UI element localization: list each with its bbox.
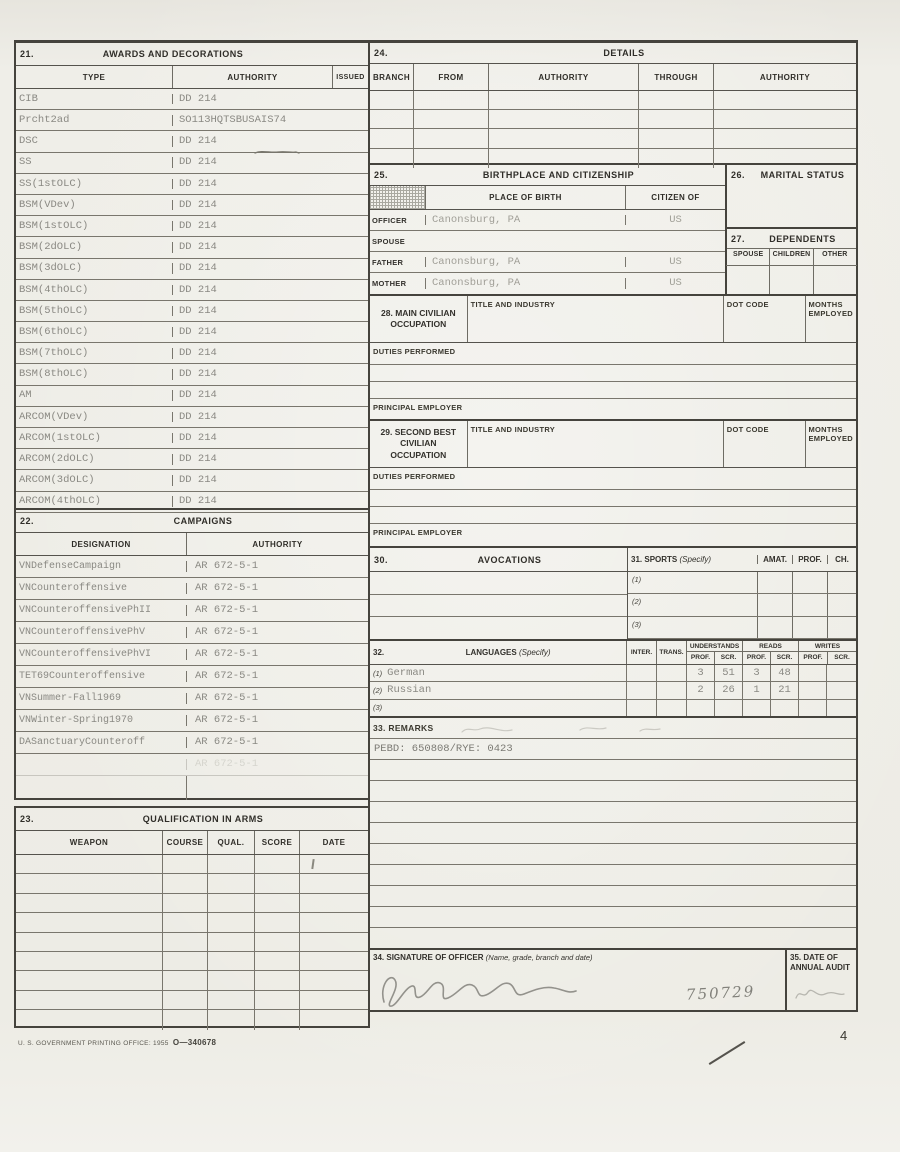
details-col-authority: AUTHORITY [488, 64, 638, 90]
main-occ-employer: PRINCIPAL EMPLOYER [373, 403, 463, 412]
details-row [370, 110, 856, 129]
campaign-row [16, 666, 368, 688]
birthplace-section-number: 25. [374, 170, 389, 180]
qualification-column-headers [16, 830, 368, 855]
qualification-section-number: 23. [20, 814, 35, 824]
qual-row [16, 1010, 368, 1029]
gpo-footer-code: O—340678 [172, 1038, 217, 1047]
main-occ-duties: DUTIES PERFORMED [370, 343, 856, 365]
birthplace-label: MOTHER [372, 279, 407, 288]
award-row [16, 364, 368, 385]
details-section-number: 24. [374, 48, 389, 58]
award-authority: DD 214 [172, 475, 332, 486]
second-occ-employer: PRINCIPAL EMPLOYER [373, 528, 463, 537]
birthplace-label: FATHER [372, 257, 404, 267]
award-type: BSM(1stOLC) [19, 219, 89, 232]
details-column-headers [370, 63, 856, 91]
hatch-box [370, 186, 425, 209]
award-type: ARCOM(4thOLC) [19, 495, 101, 508]
campaign-authority: AR 672-5-1 [186, 737, 368, 748]
section-signature-block [368, 950, 858, 1012]
campaigns-section-number: 22. [20, 516, 35, 526]
remarks-line [370, 844, 856, 865]
officer-qualification-form [14, 35, 858, 1035]
award-type: ARCOM(3dOLC) [19, 474, 95, 487]
language-row-german: (1) German 3 51 3 48 [370, 665, 856, 682]
sports-col-prof: PROF. [792, 555, 827, 564]
campaign-row [16, 644, 368, 666]
campaign-designation: VNSummer-Fall1969 [19, 692, 122, 704]
section-remarks [368, 718, 858, 950]
second-occ-title-industry: TITLE AND INDUSTRY [468, 421, 724, 467]
second-occupation-label: 29. SECOND BEST CIVILIAN OCCUPATION [370, 421, 468, 467]
second-occ-duties: DUTIES PERFORMED [370, 468, 856, 490]
remarks-header-line: 33. REMARKS [370, 718, 856, 739]
qual-col-date: DATE [299, 831, 368, 854]
details-row [370, 91, 856, 110]
section-signature [370, 950, 787, 1010]
remarks-line [370, 823, 856, 844]
award-authority: DD 214 [172, 496, 332, 507]
award-type: CIB [19, 92, 38, 105]
lang-understands-prof: 2 [686, 682, 714, 698]
campaign-designation: VNCounteroffensivePhVI [19, 648, 152, 660]
qual-row [16, 874, 368, 893]
campaign-designation: VNCounteroffensive [19, 582, 128, 594]
sports-col-amat: AMAT. [757, 555, 792, 564]
campaign-authority: AR 672-5-1 [186, 561, 368, 572]
award-authority: DD 214 [172, 136, 332, 147]
awards-section-number: 21. [20, 49, 35, 59]
dependents-section-number: 27. [731, 233, 746, 244]
language-row-blank: (3) [370, 700, 856, 716]
award-authority: DD 214 [172, 179, 332, 190]
remarks-line [370, 907, 856, 928]
qualification-header [16, 808, 368, 830]
languages-col-understands: UNDERSTANDS PROF. SCR. [686, 641, 742, 664]
remarks-line [370, 739, 856, 760]
lang-reads-scr: 21 [770, 682, 798, 698]
blank-line [370, 572, 627, 595]
campaign-authority: AR 672-5-1 [186, 693, 368, 704]
section-sports [628, 548, 856, 639]
section-avocations [370, 548, 628, 639]
remarks-line [370, 928, 856, 948]
award-type: ARCOM(VDev) [19, 410, 89, 423]
avocations-header [370, 548, 627, 572]
award-row [16, 386, 368, 407]
campaign-row [16, 688, 368, 710]
campaign-designation: DASanctuaryCounteroff [19, 736, 146, 748]
award-type: BSM(3dOLC) [19, 262, 83, 275]
campaign-authority: AR 672-5-1 [186, 583, 368, 594]
award-type: BSM(6thOLC) [19, 325, 89, 338]
marital-header [727, 165, 856, 185]
officer-signature [376, 968, 626, 1008]
campaign-row [16, 556, 368, 578]
pen-mark-dash [254, 149, 300, 155]
sports-row-number: (3) [632, 619, 642, 629]
award-authority: DD 214 [172, 348, 332, 359]
award-row [16, 259, 368, 280]
award-type: AM [19, 389, 32, 402]
birthplace-place: Canonsburg, PA [425, 257, 625, 268]
section-campaigns [14, 510, 370, 800]
award-row [16, 195, 368, 216]
lang-understands-scr: 26 [714, 682, 742, 698]
details-col-through: THROUGH [638, 64, 713, 90]
campaign-designation: VNCounteroffensivePhII [19, 604, 152, 616]
lang-writes-scr [826, 682, 856, 698]
sports-header: 31. SPORTS (Specify) AMAT. PROF. CH. [628, 548, 856, 572]
blank-line [370, 617, 627, 639]
award-row [16, 449, 368, 470]
birthplace-citizen: US [625, 278, 725, 289]
awards-col-authority: AUTHORITY [172, 66, 332, 88]
main-occupation-label: 28. MAIN CIVILIAN OCCUPATION [370, 296, 468, 342]
award-authority: DD 214 [172, 242, 332, 253]
award-authority: DD 214 [172, 454, 332, 465]
dependents-col-children: CHILDREN [769, 249, 812, 294]
qual-row [16, 991, 368, 1010]
qual-col-qual: QUAL. [207, 831, 254, 854]
award-row [16, 89, 368, 110]
award-authority: DD 214 [172, 306, 332, 317]
qual-row [16, 855, 368, 874]
gpo-footer [18, 1038, 216, 1047]
award-authority: DD 214 [172, 285, 332, 296]
blank-line [370, 490, 856, 507]
main-occ-dot-code: DOT CODE [724, 296, 806, 342]
details-title: DETAILS [603, 48, 645, 58]
lang-writes-prof [798, 665, 826, 681]
campaigns-col-authority: AUTHORITY [186, 533, 368, 555]
lang-reads-scr: 48 [770, 665, 798, 681]
award-type: Prcht2ad [19, 114, 70, 127]
award-type: SS(1stOLC) [19, 177, 83, 190]
remarks-pebd: PEBD: 650808/RYE: 0423 [374, 743, 513, 755]
campaign-authority: AR 672-5-1 [186, 649, 368, 660]
award-type: SS [19, 156, 32, 169]
details-row [370, 129, 856, 148]
lang-understands-scr: 51 [714, 665, 742, 681]
campaign-designation: VNCounteroffensivePhV [19, 626, 146, 638]
sports-row [628, 594, 856, 616]
award-row [16, 428, 368, 449]
award-type: ARCOM(1stOLC) [19, 431, 101, 444]
award-row [16, 301, 368, 322]
marital-section-number: 26. [731, 170, 746, 180]
qual-row [16, 933, 368, 952]
award-authority: DD 214 [172, 200, 332, 211]
award-authority: SO113HQTSBUSAIS74 [172, 115, 332, 126]
right-column [368, 40, 858, 1012]
award-row [16, 131, 368, 152]
marital-dependents-block [727, 165, 856, 294]
qual-row [16, 894, 368, 913]
blank-line [370, 365, 856, 382]
dependents-title: DEPENDENTS [769, 233, 836, 244]
award-row [16, 343, 368, 364]
section-marital [727, 165, 856, 229]
award-type: DSC [19, 135, 38, 148]
campaign-row [16, 622, 368, 644]
awards-header [16, 43, 368, 65]
remarks-line [370, 781, 856, 802]
campaign-designation: TET69Counteroffensive [19, 670, 146, 682]
awards-title: AWARDS AND DECORATIONS [102, 49, 244, 59]
birthplace-citizen: US [625, 257, 725, 268]
birthplace-label: SPOUSE [372, 236, 406, 246]
campaign-authority: AR 672-5-1 [186, 715, 368, 726]
language-row-russian: (2) Russian 2 26 1 21 [370, 682, 856, 699]
award-row [16, 322, 368, 343]
awards-col-type: TYPE [82, 72, 106, 82]
qual-col-weapon: WEAPON [69, 838, 109, 847]
award-row [16, 280, 368, 301]
details-col-authority2: AUTHORITY [713, 64, 856, 90]
signature-label: 34. SIGNATURE OF OFFICER (Name, grade, branch and date) [373, 953, 593, 962]
remarks-line [370, 802, 856, 823]
award-row [16, 470, 368, 491]
main-occ-months: MONTHS EMPLOYED [808, 300, 853, 318]
section-qualification [14, 806, 370, 1028]
award-row [16, 407, 368, 428]
languages-col-inter: INTER. [626, 641, 656, 664]
qual-row [16, 971, 368, 990]
birthplace-row-spouse [370, 231, 725, 252]
avocations-section-number: 30. [374, 554, 389, 565]
campaign-authority: AR 672-5-1 [186, 627, 368, 638]
award-authority: DD 214 [172, 263, 332, 274]
details-col-from: FROM [413, 64, 488, 90]
dependents-col-other: OTHER [813, 249, 856, 294]
award-authority: DD 214 [172, 412, 332, 423]
award-row [16, 153, 368, 174]
birthplace-row-father [370, 252, 725, 273]
blank-line [370, 507, 856, 524]
award-type: BSM(8thOLC) [19, 368, 89, 381]
section-dependents [727, 229, 856, 294]
remarks-line [370, 865, 856, 886]
pen-mark-scribble [460, 722, 720, 736]
section-second-occupation [368, 421, 858, 548]
marital-title: MARITAL STATUS [760, 170, 845, 180]
award-authority: DD 214 [172, 390, 332, 401]
gpo-footer-text: U. S. GOVERNMENT PRINTING OFFICE: 1955 [18, 1040, 169, 1047]
campaign-authority: AR 672-5-1 [186, 671, 368, 682]
award-type: BSM(VDev) [19, 198, 76, 211]
awards-col-issued: ISSUED [332, 66, 368, 88]
qual-row [16, 952, 368, 971]
page-number: 4 [840, 1028, 848, 1043]
campaigns-col-designation: DESIGNATION [71, 539, 131, 549]
left-column [14, 40, 370, 1028]
campaign-authority: AR 672-5-1 [186, 759, 368, 770]
second-occ-months: MONTHS EMPLOYED [808, 425, 853, 443]
main-occupation-top [370, 296, 856, 343]
campaign-designation: VNDefenseCampaign [19, 560, 122, 572]
campaign-authority: AR 672-5-1 [186, 605, 368, 616]
birthplace-label: OFFICER [372, 215, 408, 225]
award-type: BSM(2dOLC) [19, 241, 83, 254]
language-name: German [387, 666, 425, 679]
qual-col-score: SCORE [254, 831, 299, 854]
details-col-branch: BRANCH [372, 72, 411, 82]
languages-col-reads: READS PROF. SCR. [742, 641, 798, 664]
blank-line [370, 595, 627, 618]
award-authority: DD 214 [172, 369, 332, 380]
birthplace-citizen: US [625, 215, 725, 226]
languages-header: 32. LANGUAGES (Specify) INTER. TRANS. UNDERSTANDS PROF. SCR. READS PROF. SCR. WRITES PROF. SCR. [370, 641, 856, 665]
lang-reads-prof: 3 [742, 665, 770, 681]
award-row [16, 110, 368, 131]
section-awards [14, 40, 370, 510]
signature-date: 750729 [685, 982, 756, 1004]
birthplace-row-mother [370, 273, 725, 294]
section-birthplace [370, 165, 727, 294]
award-type: BSM(7thOLC) [19, 347, 89, 360]
award-type: BSM(5thOLC) [19, 304, 89, 317]
award-authority: DD 214 [172, 327, 332, 338]
award-row [16, 237, 368, 258]
dependents-header [727, 229, 856, 248]
remarks-line [370, 886, 856, 907]
blank-line [370, 382, 856, 399]
section-birthplace-block [368, 165, 858, 296]
dependents-col-spouse: SPOUSE [727, 249, 769, 294]
lang-reads-prof: 1 [742, 682, 770, 698]
campaigns-title: CAMPAIGNS [173, 516, 233, 526]
section-annual-audit: 35. DATE OF ANNUAL AUDIT [787, 950, 856, 1010]
section-main-occupation [368, 296, 858, 421]
sports-row [628, 617, 856, 639]
award-authority: DD 214 [172, 94, 332, 105]
second-occupation-top [370, 421, 856, 468]
award-row [16, 174, 368, 195]
campaign-designation: VNWinter-Spring1970 [19, 714, 134, 726]
pen-mark-tick [311, 859, 314, 869]
campaign-row [16, 600, 368, 622]
award-authority: DD 214 [172, 157, 332, 168]
languages-col-writes: WRITES PROF. SCR. [798, 641, 856, 664]
campaign-row [16, 578, 368, 600]
birthplace-place: Canonsburg, PA [425, 278, 625, 289]
pen-mark-slash [709, 1041, 746, 1065]
second-occ-dot-code: DOT CODE [724, 421, 806, 467]
pen-mark-audit [793, 986, 847, 1002]
qual-col-course: COURSE [162, 831, 207, 854]
lang-writes-prof [798, 682, 826, 698]
dependents-columns [727, 248, 856, 294]
campaign-row-empty [16, 776, 368, 800]
qualification-title: QUALIFICATION IN ARMS [142, 814, 264, 824]
award-type: BSM(4thOLC) [19, 283, 89, 296]
birthplace-col-place: PLACE OF BIRTH [425, 186, 625, 209]
sports-row [628, 572, 856, 594]
birthplace-column-headers [370, 185, 725, 210]
language-name: Russian [387, 684, 432, 697]
qual-row [16, 913, 368, 932]
section-details [368, 40, 858, 165]
section-avocations-sports [368, 548, 858, 641]
birthplace-title: BIRTHPLACE AND CITIZENSHIP [482, 170, 635, 180]
lang-writes-scr [826, 665, 856, 681]
awards-column-headers [16, 65, 368, 89]
birthplace-place: Canonsburg, PA [425, 215, 625, 226]
award-type: ARCOM(2dOLC) [19, 453, 95, 466]
campaigns-column-headers [16, 532, 368, 556]
award-authority: DD 214 [172, 433, 332, 444]
award-authority: DD 214 [172, 221, 332, 232]
birthplace-col-citizen: CITIZEN OF [625, 186, 725, 209]
campaign-row [16, 710, 368, 732]
main-occ-title-industry: TITLE AND INDUSTRY [468, 296, 724, 342]
details-header [370, 43, 856, 63]
sports-col-ch: CH. [827, 555, 856, 564]
campaign-row-faded [16, 754, 368, 776]
campaign-row [16, 732, 368, 754]
birthplace-row-officer [370, 210, 725, 231]
birthplace-header [370, 165, 725, 185]
languages-col-trans: TRANS. [656, 641, 686, 664]
sports-row-number: (1) [632, 575, 642, 584]
award-row [16, 216, 368, 237]
sports-row-number: (2) [632, 597, 642, 607]
section-languages [368, 641, 858, 718]
campaigns-header [16, 510, 368, 532]
remarks-line [370, 760, 856, 781]
avocations-title: AVOCATIONS [477, 554, 542, 565]
lang-understands-prof: 3 [686, 665, 714, 681]
